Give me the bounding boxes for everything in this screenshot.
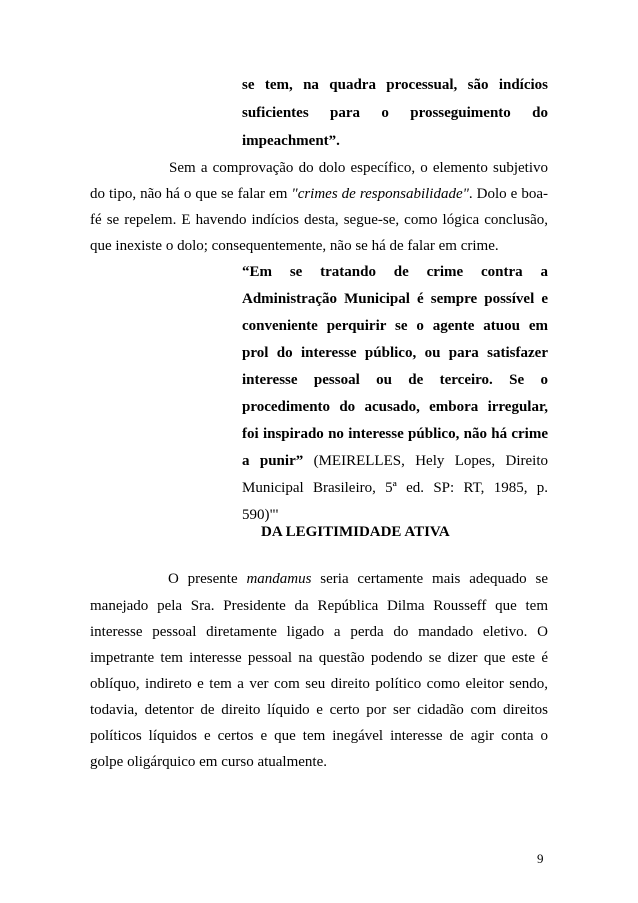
quote2-line7: foi inspirado no interesse público, não há crime — [242, 426, 548, 442]
para2-line1 — [168, 569, 548, 589]
quote2-line4: prol do interesse público, ou para satisfazer — [242, 345, 548, 361]
para2-line4: impetrante tem interesse pessoal na questão podendo se dizer que este é — [90, 650, 548, 666]
para2-line1-tail: seria certamente mais adequado se — [311, 571, 548, 587]
mandamus-term: mandamus — [246, 571, 312, 587]
para2-line7: políticos líquidos e certos e que tem inegável interesse de agir conta o — [90, 728, 548, 744]
para2-line8: golpe oligárquico em curso atualmente. — [90, 754, 328, 770]
section-heading: DA LEGITIMIDADE ATIVA — [261, 524, 450, 540]
quote2-line6: procedimento do acusado, embora irregular, — [242, 399, 548, 415]
para2-line5: oblíquo, indireto e tem a ver com seu direito político como eleitor sendo, — [90, 676, 548, 692]
quote2-line9: Municipal Brasileiro, 5ª ed. SP: RT, 1985, p. — [242, 480, 548, 496]
quote1-line3: impeachment”. — [242, 133, 340, 149]
para1-line4: que inexiste o dolo; consequentemente, não se há de falar em crime. — [90, 238, 499, 254]
para2-line6: todavia, detentor de direito líquido e certo por ser cidadão com direitos — [90, 702, 548, 718]
quote2-line10: 590)"' — [242, 507, 279, 523]
quote2-line8 — [242, 451, 548, 471]
page-number: 9 — [537, 851, 544, 866]
para1-line1: Sem a comprovação do dolo específico, o elemento subjetivo — [169, 160, 548, 176]
quote2-line8-citation: (MEIRELLES, Hely Lopes, Direito — [303, 453, 549, 469]
quote2-line8-bold: a punir” — [242, 453, 304, 469]
quote2-line3: conveniente perquirir se o agente atuou em — [242, 318, 548, 334]
para2-line2: manejado pela Sra. Presidente da República Dilma Rousseff que tem — [90, 598, 548, 614]
crimes-de-responsabilidade-term: "crimes de responsabilidade" — [291, 186, 469, 202]
quote1-line1: se tem, na quadra processual, são indícios — [242, 77, 548, 93]
para1-line2-tail: . Dolo e boa- — [468, 186, 548, 202]
para1-line3: fé se repelem. E havendo indícios desta, segue-se, como lógica conclusão, — [90, 212, 548, 228]
quote2-line2: Administração Municipal é sempre possível e — [242, 291, 548, 307]
para2-line1-text: O presente — [168, 571, 247, 587]
quote1-line2: suficientes para o prosseguimento do — [242, 105, 548, 121]
quote2-line1: “Em se tratando de crime contra a — [242, 264, 548, 280]
quote2-line5: interesse pessoal ou de terceiro. Se o — [242, 372, 548, 388]
para2-line3: interesse pessoal diretamente ligado a perda do mandado eletivo. O — [90, 624, 548, 640]
para1-line2 — [90, 184, 548, 204]
para1-line2-text: do tipo, não há o que se falar em — [90, 186, 292, 202]
